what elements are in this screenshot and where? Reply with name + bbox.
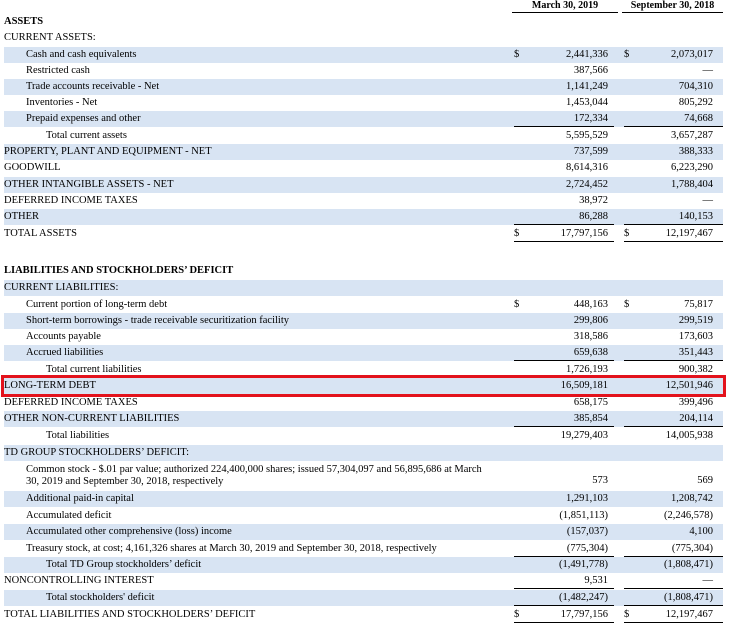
table-row [4, 79, 723, 95]
row-label: OTHER INTANGIBLE ASSETS - NET [4, 179, 174, 190]
value-march-2019: 17,797,156 [560, 609, 608, 620]
value-march-2019: 299,806 [573, 315, 608, 326]
underline-rule [624, 224, 723, 225]
row-label: Cash and cash equivalents [26, 49, 137, 60]
underline-rule [624, 588, 723, 589]
value-march-2019: 172,334 [573, 113, 608, 124]
row-label: GOODWILL [4, 162, 61, 173]
table-row [4, 313, 723, 329]
underline-rule [624, 622, 723, 623]
value-march-2019: 9,531 [584, 575, 608, 586]
value-march-2019: 16,509,181 [560, 380, 608, 391]
column-header-march-2019: March 30, 2019 [512, 0, 618, 13]
underline-rule [514, 360, 614, 361]
value-september-2018: 900,382 [678, 364, 713, 375]
value-september-2018: 173,603 [678, 331, 713, 342]
row-label: OTHER NON-CURRENT LIABILITIES [4, 413, 180, 424]
row-label: Accounts payable [26, 331, 101, 342]
value-september-2018: 4,100 [689, 526, 713, 537]
value-september-2018: 569 [697, 475, 713, 486]
value-september-2018: 2,073,017 [671, 49, 713, 60]
table-row [4, 160, 723, 176]
value-september-2018: 12,197,467 [665, 228, 713, 239]
table-row [4, 177, 723, 193]
underline-rule [624, 126, 723, 127]
table-row [4, 508, 723, 524]
value-september-2018: — [702, 195, 713, 206]
value-september-2018: 704,310 [678, 81, 713, 92]
row-label: Trade accounts receivable - Net [26, 81, 160, 92]
value-march-2019: 737,599 [573, 146, 608, 157]
row-label: DEFERRED INCOME TAXES [4, 397, 138, 408]
row-label: TOTAL ASSETS [4, 228, 77, 239]
value-march-2019: 8,614,316 [566, 162, 608, 173]
value-september-2018: 14,005,938 [665, 430, 713, 441]
row-label: Current portion of long-term debt [26, 299, 168, 310]
underline-rule [624, 241, 723, 242]
table-row [4, 428, 723, 444]
table-row [4, 209, 723, 225]
table-row [4, 30, 723, 46]
value-september-2018: 204,114 [679, 413, 713, 424]
value-september-2018: 12,501,946 [665, 380, 713, 391]
value-september-2018: 6,223,290 [671, 162, 713, 173]
row-label: PROPERTY, PLANT AND EQUIPMENT - NET [4, 146, 212, 157]
dollar-sign: $ [514, 49, 520, 60]
underline-rule [514, 224, 614, 225]
table-row [4, 607, 723, 623]
table-row-highlighted [4, 378, 723, 394]
column-header-september-2018: September 30, 2018 [622, 0, 723, 13]
underline-rule [514, 588, 614, 589]
table-row [4, 491, 723, 507]
underline-rule [624, 426, 723, 427]
dollar-sign: $ [624, 609, 630, 620]
underline-rule [514, 605, 614, 606]
table-row [4, 345, 723, 361]
underline-rule [514, 126, 614, 127]
value-september-2018: 1,788,404 [671, 179, 713, 190]
value-march-2019: (157,037) [566, 526, 608, 537]
value-september-2018: 75,817 [684, 299, 713, 310]
row-label: Total current assets [46, 130, 127, 141]
underline-rule [624, 605, 723, 606]
value-march-2019: 19,279,403 [560, 430, 608, 441]
table-row [4, 557, 723, 573]
row-label: LONG-TERM DEBT [4, 380, 96, 391]
dollar-sign: $ [514, 228, 520, 239]
value-march-2019: (1,491,778) [559, 559, 608, 570]
value-march-2019: 17,797,156 [560, 228, 608, 239]
value-september-2018: 399,496 [678, 397, 713, 408]
dollar-sign: $ [514, 299, 520, 310]
table-row [4, 445, 723, 461]
row-label: Restricted cash [26, 65, 90, 76]
table-row [4, 395, 723, 411]
row-label: ASSETS [4, 16, 44, 27]
row-label: NONCONTROLLING INTEREST [4, 575, 154, 586]
table-row [4, 226, 723, 242]
value-september-2018: 140,153 [678, 211, 713, 222]
value-september-2018: (1,808,471) [664, 592, 713, 603]
value-march-2019: 573 [592, 475, 608, 486]
table-row [4, 144, 723, 160]
value-march-2019: 448,163 [573, 299, 608, 310]
row-label: TD GROUP STOCKHOLDERS’ DEFICIT: [4, 447, 190, 458]
value-september-2018: 299,519 [678, 315, 713, 326]
row-label: Accumulated other comprehensive (loss) income [26, 526, 232, 537]
value-march-2019: 2,724,452 [566, 179, 608, 190]
table-row [4, 280, 723, 296]
table-row [4, 362, 723, 378]
value-september-2018: 12,197,467 [665, 609, 713, 620]
underline-rule [624, 360, 723, 361]
value-march-2019: 318,586 [573, 331, 608, 342]
row-label: CURRENT ASSETS: [4, 32, 96, 43]
row-label: Total liabilities [46, 430, 110, 441]
value-march-2019: 1,141,249 [566, 81, 608, 92]
value-march-2019: 658,175 [573, 397, 608, 408]
table-row [4, 329, 723, 345]
table-row [4, 128, 723, 144]
table-row [4, 411, 723, 427]
value-march-2019: (775,304) [566, 543, 608, 554]
row-label: Total TD Group stockholders’ deficit [46, 559, 202, 570]
table-row [4, 462, 723, 488]
value-september-2018: — [702, 65, 713, 76]
row-label: Inventories - Net [26, 97, 98, 108]
value-september-2018: (1,808,471) [664, 559, 713, 570]
table-row [4, 263, 723, 279]
underline-rule [514, 241, 614, 242]
value-september-2018: (775,304) [671, 543, 713, 554]
value-march-2019: 659,638 [573, 347, 608, 358]
row-label: Additional paid-in capital [26, 493, 134, 504]
table-row [4, 14, 723, 30]
table-row [4, 541, 723, 557]
table-row [4, 590, 723, 606]
value-march-2019: 387,566 [573, 65, 608, 76]
row-label: Short-term borrowings - trade receivable securitization facility [26, 315, 289, 326]
value-september-2018: 74,668 [684, 113, 713, 124]
dollar-sign: $ [624, 49, 630, 60]
value-march-2019: 5,595,529 [566, 130, 608, 141]
value-march-2019: 38,972 [579, 195, 608, 206]
table-row [4, 63, 723, 79]
value-march-2019: 1,291,103 [566, 493, 608, 504]
value-september-2018: 3,657,287 [671, 130, 713, 141]
row-label: LIABILITIES AND STOCKHOLDERS’ DEFICIT [4, 265, 234, 276]
row-label: Total current liabilities [46, 364, 142, 375]
underline-rule [514, 622, 614, 623]
table-row [4, 573, 723, 589]
row-label: CURRENT LIABILITIES: [4, 282, 119, 293]
value-march-2019: 2,441,336 [566, 49, 608, 60]
value-march-2019: 1,453,044 [566, 97, 608, 108]
value-march-2019: 86,288 [579, 211, 608, 222]
value-march-2019: 385,854 [573, 413, 608, 424]
value-march-2019: 1,726,193 [566, 364, 608, 375]
row-label: Treasury stock, at cost; 4,161,326 shares at March 30, 2019 and September 30, 2018, respectively [26, 543, 437, 554]
dollar-sign: $ [514, 609, 520, 620]
value-september-2018: 1,208,742 [671, 493, 713, 504]
underline-rule [514, 426, 614, 427]
table-row [4, 524, 723, 540]
row-label: TOTAL LIABILITIES AND STOCKHOLDERS’ DEFICIT [4, 609, 256, 620]
value-september-2018: 805,292 [678, 97, 713, 108]
value-september-2018: 388,333 [678, 146, 713, 157]
row-label: DEFERRED INCOME TAXES [4, 195, 138, 206]
table-row [4, 193, 723, 209]
value-september-2018: (2,246,578) [664, 510, 713, 521]
dollar-sign: $ [624, 228, 630, 239]
value-march-2019: (1,482,247) [559, 592, 608, 603]
table-row [4, 297, 723, 313]
value-september-2018: — [702, 575, 713, 586]
table-row [4, 47, 723, 63]
row-label: Accumulated deficit [26, 510, 112, 521]
dollar-sign: $ [624, 299, 630, 310]
table-row [4, 111, 723, 127]
row-label: Total stockholders' deficit [46, 592, 155, 603]
table-row [4, 95, 723, 111]
value-march-2019: (1,851,113) [559, 510, 608, 521]
row-label: OTHER [4, 211, 39, 222]
row-label: Prepaid expenses and other [26, 113, 141, 124]
row-label: Common stock - $.01 par value; authorized 224,400,000 shares; issued 57,304,097 and 56,895,686 at March 30, 2019 and September 30, 2018, respectively [26, 464, 482, 487]
value-september-2018: 351,443 [678, 347, 713, 358]
row-label: Accrued liabilities [26, 347, 104, 358]
